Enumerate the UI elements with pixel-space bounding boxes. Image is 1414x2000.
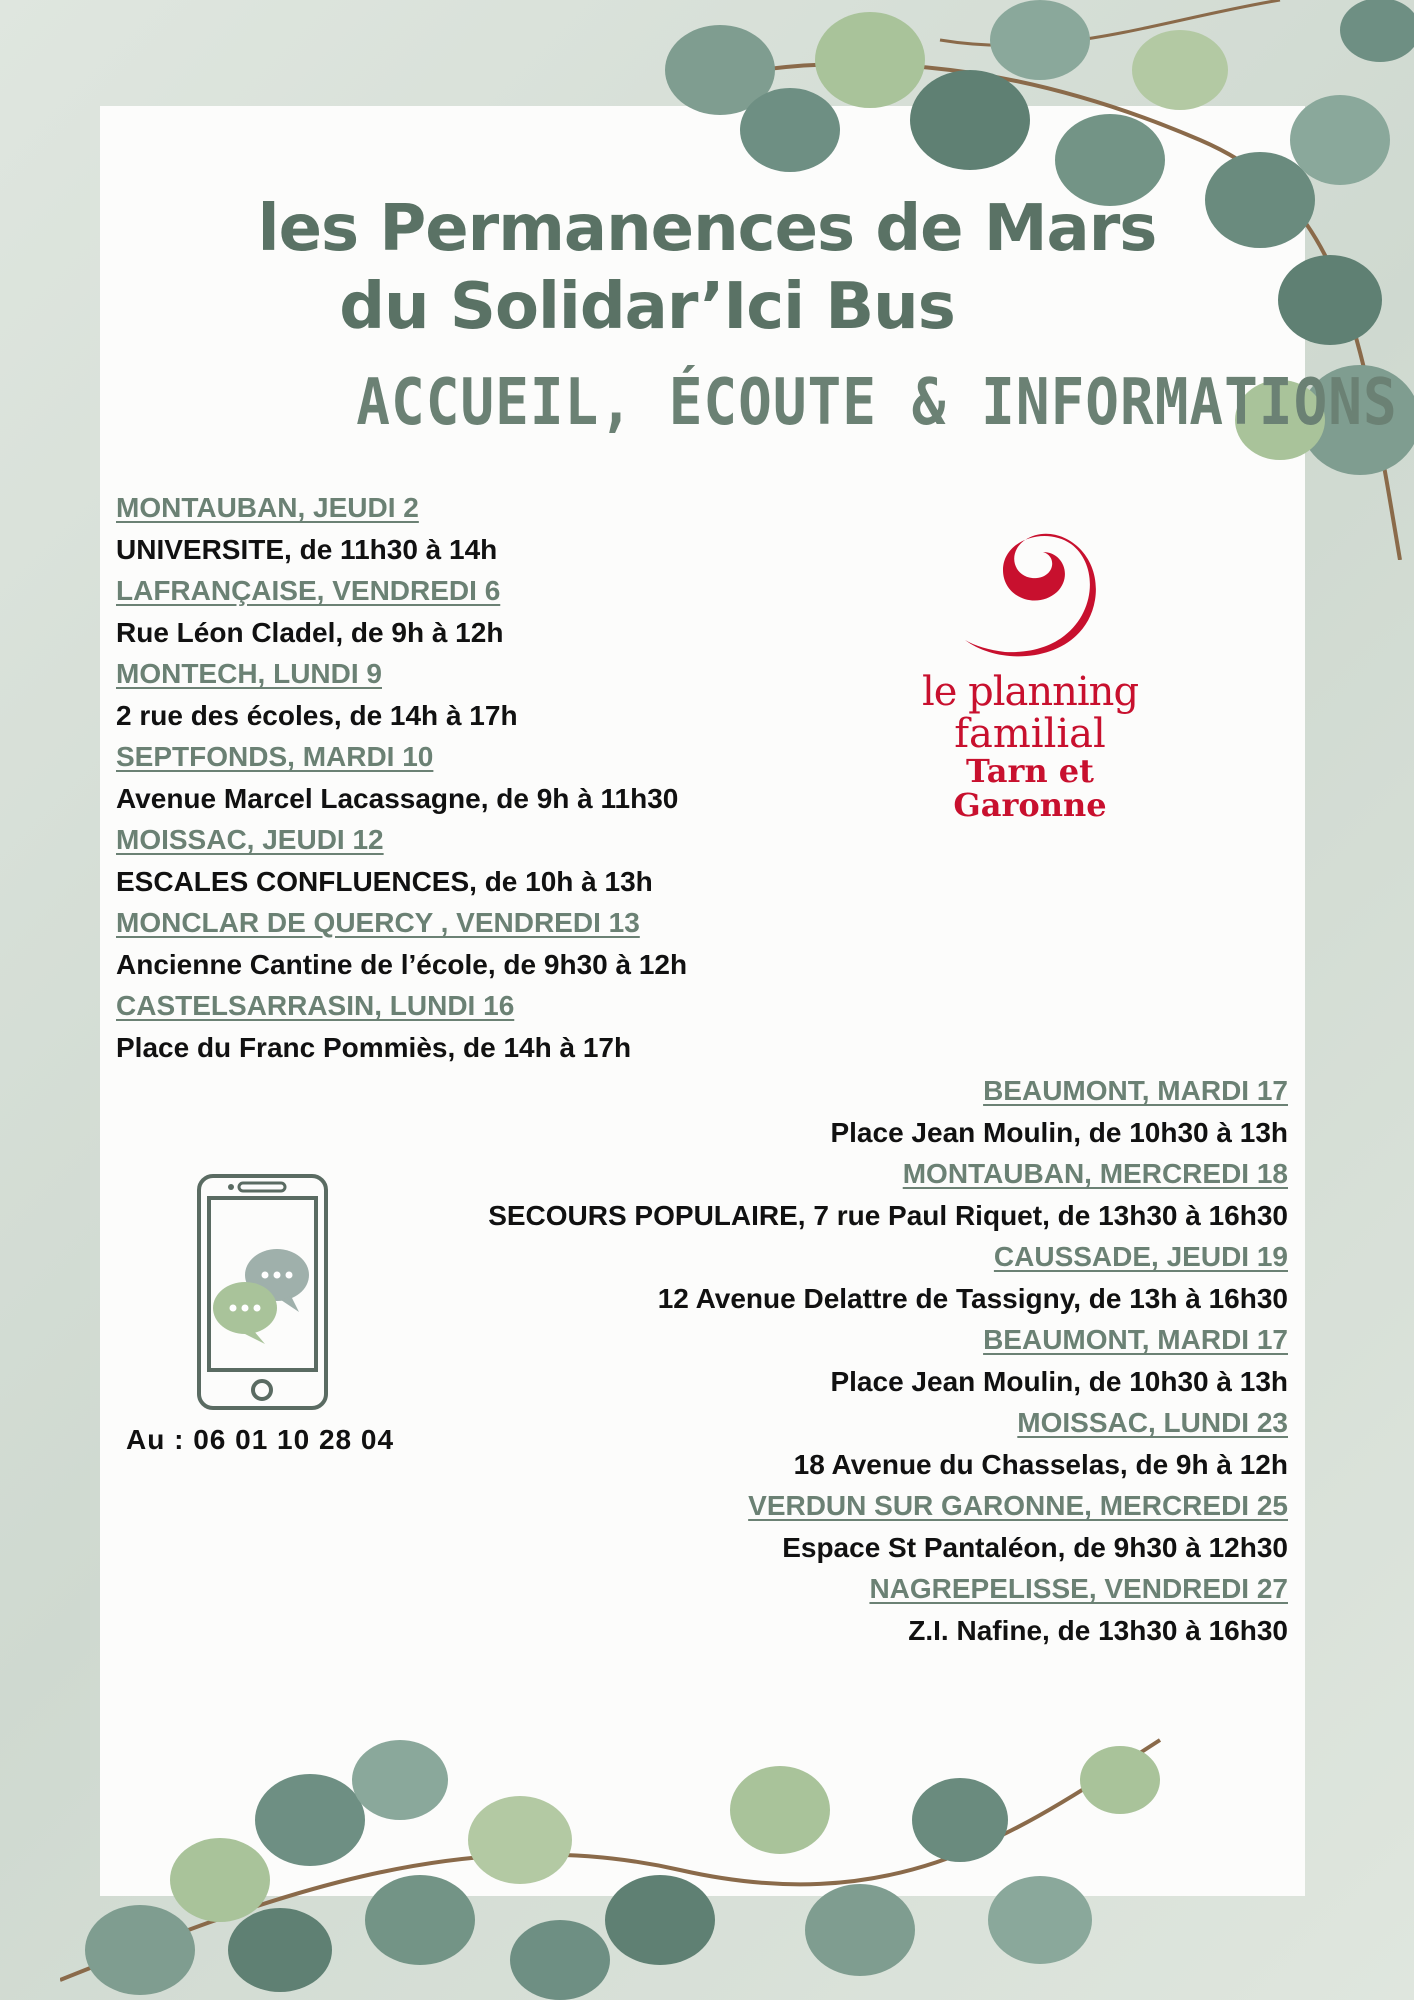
schedule-detail: Ancienne Cantine de l’école, de 9h30 à 12h bbox=[116, 948, 688, 980]
list-item bbox=[116, 487, 687, 570]
list-item bbox=[488, 1153, 1288, 1236]
schedule-detail: SECOURS POPULAIRE, 7 rue Paul Riquet, de 13h30 à 16h30 bbox=[488, 1199, 1288, 1231]
schedule-place: MONTAUBAN, JEUDI 2 bbox=[116, 492, 419, 523]
list-item bbox=[488, 1070, 1288, 1153]
list-item bbox=[488, 1402, 1288, 1485]
schedule-place: VERDUN SUR GARONNE, MERCREDI 25 bbox=[748, 1490, 1288, 1521]
planning-familial-swirl-icon bbox=[945, 520, 1115, 670]
schedule-right-list bbox=[488, 1070, 1288, 1651]
schedule-detail: 12 Avenue Delattre de Tassigny, de 13h à 16h30 bbox=[657, 1282, 1288, 1314]
schedule-place: LAFRANÇAISE, VENDREDI 6 bbox=[116, 575, 501, 606]
schedule-left-list bbox=[116, 487, 687, 1068]
page-title bbox=[0, 190, 1414, 346]
schedule-detail: Espace St Pantaléon, de 9h30 à 12h30 bbox=[782, 1531, 1288, 1563]
schedule-detail: ESCALES CONFLUENCES, de 10h à 13h bbox=[116, 865, 653, 897]
schedule-place: BEAUMONT, MARDI 17 bbox=[983, 1075, 1288, 1106]
list-item bbox=[488, 1319, 1288, 1402]
schedule-place: MONTAUBAN, MERCREDI 18 bbox=[902, 1158, 1288, 1189]
logo-line-4: Garonne bbox=[953, 786, 1107, 824]
schedule-detail: 2 rue des écoles, de 14h à 17h bbox=[116, 699, 518, 731]
schedule-place: BEAUMONT, MARDI 17 bbox=[983, 1324, 1288, 1355]
schedule-place: NAGREPELISSE, VENDREDI 27 bbox=[869, 1573, 1288, 1604]
schedule-place: MONCLAR DE QUERCY , VENDREDI 13 bbox=[116, 907, 640, 938]
eucalyptus-bottom-icon bbox=[60, 1700, 1220, 2000]
schedule-detail: Rue Léon Cladel, de 9h à 12h bbox=[116, 616, 504, 648]
schedule-detail: Place du Franc Pommiès, de 14h à 17h bbox=[116, 1031, 632, 1063]
page-subtitle: ACCUEIL, ÉCOUTE & INFORMATIONS bbox=[356, 365, 1398, 440]
schedule-place: MOISSAC, LUNDI 23 bbox=[1017, 1407, 1288, 1438]
list-item bbox=[488, 1236, 1288, 1319]
schedule-detail: Place Jean Moulin, de 10h30 à 13h bbox=[830, 1365, 1288, 1397]
list-item bbox=[116, 985, 687, 1068]
schedule-detail: UNIVERSITE, de 11h30 à 14h bbox=[116, 533, 498, 565]
schedule-detail: 18 Avenue du Chasselas, de 9h à 12h bbox=[793, 1448, 1288, 1480]
phone-number: Au : 06 01 10 28 04 bbox=[126, 1424, 395, 1455]
schedule-place: CAUSSADE, JEUDI 19 bbox=[993, 1241, 1288, 1272]
logo-line-3: Tarn et bbox=[966, 752, 1094, 790]
planning-familial-logo bbox=[900, 520, 1160, 822]
list-item bbox=[116, 653, 687, 736]
list-item bbox=[116, 736, 687, 819]
schedule-detail: Z.I. Nafine, de 13h30 à 16h30 bbox=[908, 1614, 1288, 1646]
title-line-2: du Solidar’Ici Bus bbox=[339, 270, 955, 344]
list-item bbox=[116, 570, 687, 653]
list-item bbox=[116, 819, 687, 902]
smartphone-chat-icon bbox=[195, 1172, 330, 1412]
list-item bbox=[488, 1485, 1288, 1568]
schedule-detail: Place Jean Moulin, de 10h30 à 13h bbox=[830, 1116, 1288, 1148]
schedule-place: MOISSAC, JEUDI 12 bbox=[116, 824, 384, 855]
schedule-place: SEPTFONDS, MARDI 10 bbox=[116, 741, 434, 772]
title-line-1: les Permanences de Mars bbox=[257, 192, 1157, 266]
list-item bbox=[116, 902, 687, 985]
schedule-place: MONTECH, LUNDI 9 bbox=[116, 658, 382, 689]
logo-line-1: le planning bbox=[921, 669, 1139, 715]
list-item bbox=[488, 1568, 1288, 1651]
logo-line-2: familial bbox=[954, 711, 1106, 757]
schedule-detail: Avenue Marcel Lacassagne, de 9h à 11h30 bbox=[116, 782, 679, 814]
schedule-place: CASTELSARRASIN, LUNDI 16 bbox=[116, 990, 515, 1021]
